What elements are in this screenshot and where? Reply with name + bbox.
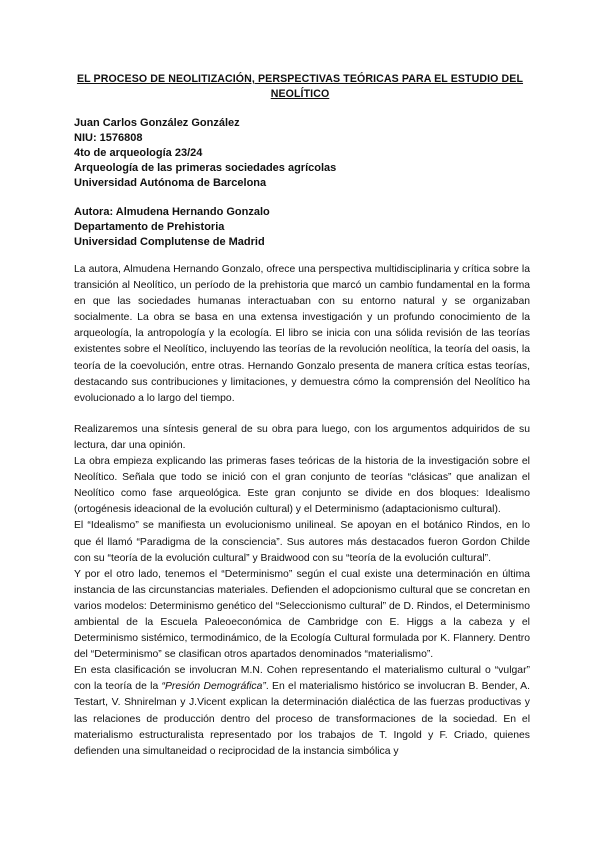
author-info (74, 205, 530, 250)
demographic-pressure-term: “Presión Demográfica” (161, 681, 266, 693)
author-university: Universidad Complutense de Madrid (74, 236, 265, 248)
paragraph-intro: La autora, Almudena Hernando Gonzalo, ofrece una perspectiva multidisciplinaria y crítica sobre la transición al Neolítico, un período de la prehistoria que marcó un cambio fundamental en la forma en que las sociedades humanas interactuaban con su entorno natural y se organizaban socialmente. La obra se basa en una extensa investigación y un profundo conocimiento de la arqueología, la antropología y la ecología. El libro se inicia con una sólida revisión de las teorías existentes sobre el Neolítico, incluyendo las teorías de la revolución neolítica, la teoría del oasis, la teoría de la coevolución, entre otras. Hernando Gonzalo presenta de manera crítica estas teorías, destacando sus contribuciones y limitaciones, y demuestra cómo la comprensión del Neolítico ha evolucionado a lo largo del tiempo. (74, 264, 530, 404)
materialism-text-start: En esta clasificación se involucran M.N. Cohen representando el materialismo cultural o “vulgar” con la teoría de la (74, 665, 530, 693)
student-course: 4to de arqueología 23/24 (74, 147, 203, 159)
paragraph-synthesis: Realizaremos una síntesis general de su obra para luego, con los argumentos adquiridos de su lectura, dar una opinión. (74, 423, 530, 451)
paragraph-materialism (74, 663, 530, 760)
paragraph-determinism: Y por el otro lado, tenemos el “Determinismo” según el cual existe una determinación en última instancia de las circunstancias materiales. Defienden el adopcionismo cultural que se concretan en varios modelos: Determinismo genético del “Seleccionismo cultural” de D. Rindos, el Determinismo ambiental de la Escuela Paleoeconómica de Cambridge con E. Higgs a la cabeza y el Determinismo sistémico, termodinámico, de la Ecología Cultural formulada por K. Flannery. Dentro del “Determinismo” se clasifican otros apartados denominados “materialismo”. (74, 568, 530, 661)
student-name: Juan Carlos González González (74, 117, 240, 129)
author-department: Departamento de Prehistoria (74, 221, 225, 233)
paragraph-early-phases: La obra empieza explicando las primeras fases teóricas de la historia de la investigación sobre el Neolítico. Señala que todo se inició con el gran conjunto de teorías “clásicas” que analizan el Neolítico como fase arqueológica. Este gran conjunto se divide en dos bloques: Idealismo (ortogénesis ideacional de la evolución cultural) y el Determinismo (adaptacionismo cultural). (74, 456, 530, 516)
student-niu: NIU: 1576808 (74, 132, 143, 144)
student-info (74, 116, 530, 191)
document-title: EL PROCESO DE NEOLITIZACIÓN, PERSPECTIVAS TEÓRICAS PARA EL ESTUDIO DEL NEOLÍTICO (76, 73, 524, 100)
paragraph-idealism: El “Idealismo” se manifiesta un evolucionismo unilineal. Se apoyan en el botánico Rindos, en lo que él llamó “Paradigma de la consciencia”. Sus autores más destacados fueron Gordon Childe con su “teoría de la evolución cultural” y Braidwood con su “teoría de la evolución cultural”. (74, 520, 530, 564)
author-name: Autora: Almudena Hernando Gonzalo (74, 206, 270, 218)
student-university: Universidad Autónoma de Barcelona (74, 177, 267, 189)
document-body (74, 262, 530, 760)
materialism-text-end: . En el materialismo histórico se involucran B. Bender, A. Testart, V. Shnirelman y J.Vicent explican la determinación dialéctica de las fuerzas productivas y las relaciones de producción dentro del proceso de transformaciones de la sociedad. En el materialismo estructuralista representado por los trabajos de T. Ingold y F. Criado, quienes defienden una simultaneidad o reciprocidad de la instancia simbólica y (74, 681, 530, 757)
course-subject: Arqueología de las primeras sociedades agrícolas (74, 162, 337, 174)
